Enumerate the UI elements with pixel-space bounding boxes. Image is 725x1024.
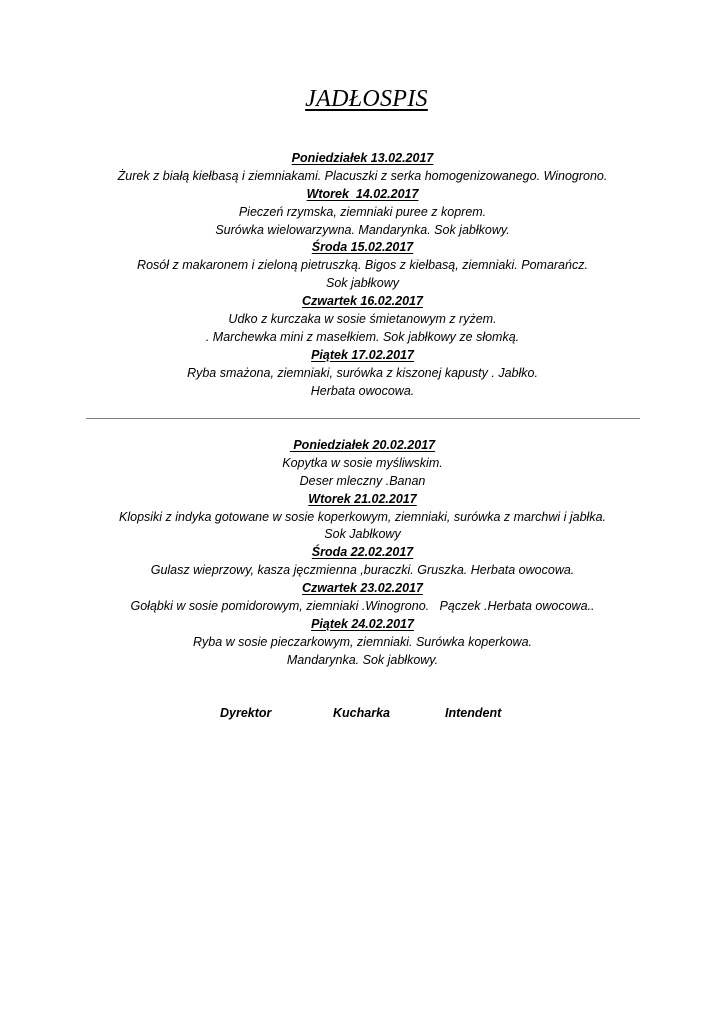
- day-heading: Wtorek 14.02.2017: [306, 186, 419, 201]
- page-title: JADŁOSPIS: [305, 86, 428, 112]
- day-heading: Środa 15.02.2017: [311, 240, 414, 255]
- day-heading: Poniedziałek 13.02.2017: [291, 151, 434, 165]
- menu-line: Rosół z makaronem i zieloną pietruszką. Bigos z kiełbasą, ziemniaki. Pomarańcz.: [137, 258, 588, 273]
- day-heading: Czwartek 16.02.2017: [302, 294, 423, 309]
- menu-line: Deser mleczny .Banan: [299, 473, 426, 488]
- menu-line: Sok jabłkowy: [326, 276, 399, 291]
- menu-line: Sok Jabłkowy: [324, 527, 401, 542]
- day-heading: Poniedziałek 20.02.2017: [289, 438, 436, 452]
- week-1-menu: [0, 150, 725, 400]
- menu-line: . Marchewka mini z masełkiem. Sok jabłkowy ze słomką.: [205, 329, 520, 344]
- day-heading: Czwartek 23.02.2017: [302, 581, 423, 596]
- day-heading: Środa 22.02.2017: [311, 545, 414, 560]
- signature-cook: Kucharka: [333, 706, 390, 720]
- section-divider: [86, 418, 640, 419]
- menu-line: Pieczeń rzymska, ziemniaki puree z koprem.: [238, 204, 487, 219]
- signature-row: [0, 706, 725, 724]
- day-heading: Piątek 24.02.2017: [311, 616, 414, 631]
- day-heading: Wtorek 21.02.2017: [308, 491, 417, 506]
- menu-line: Klopsiki z indyka gotowane w sosie koperkowym, ziemniaki, surówka z marchwi i jabłka.: [119, 509, 606, 524]
- signature-intendant: Intendent: [445, 706, 502, 720]
- menu-line: Gołąbki w sosie pomidorowym, ziemniaki .Winogrono. Pączek .Herbata owocowa..: [130, 599, 595, 614]
- menu-line: Gulasz wieprzowy, kasza jęczmienna ,buraczki. Gruszka. Herbata owocowa.: [150, 563, 575, 578]
- menu-line: Ryba smażona, ziemniaki, surówka z kiszonej kapusty . Jabłko.: [187, 365, 538, 380]
- day-heading: Piątek 17.02.2017: [311, 347, 414, 362]
- menu-line: Kopytka w sosie myśliwskim.: [282, 455, 443, 470]
- menu-line: Mandarynka. Sok jabłkowy.: [286, 652, 439, 667]
- menu-line: Udko z kurczaka w sosie śmietanowym z ryżem.: [228, 312, 497, 327]
- signature-director: Dyrektor: [220, 706, 272, 720]
- menu-line: Żurek z białą kiełbasą i ziemniakami. Placuszki z serka homogenizowanego. Winogrono.: [117, 168, 608, 183]
- menu-line: Ryba w sosie pieczarkowym, ziemniaki. Surówka koperkowa.: [192, 634, 532, 649]
- menu-line: Surówka wielowarzywna. Mandarynka. Sok jabłkowy.: [215, 222, 510, 237]
- menu-line: Herbata owocowa.: [310, 383, 415, 398]
- week-2-menu: [0, 437, 725, 670]
